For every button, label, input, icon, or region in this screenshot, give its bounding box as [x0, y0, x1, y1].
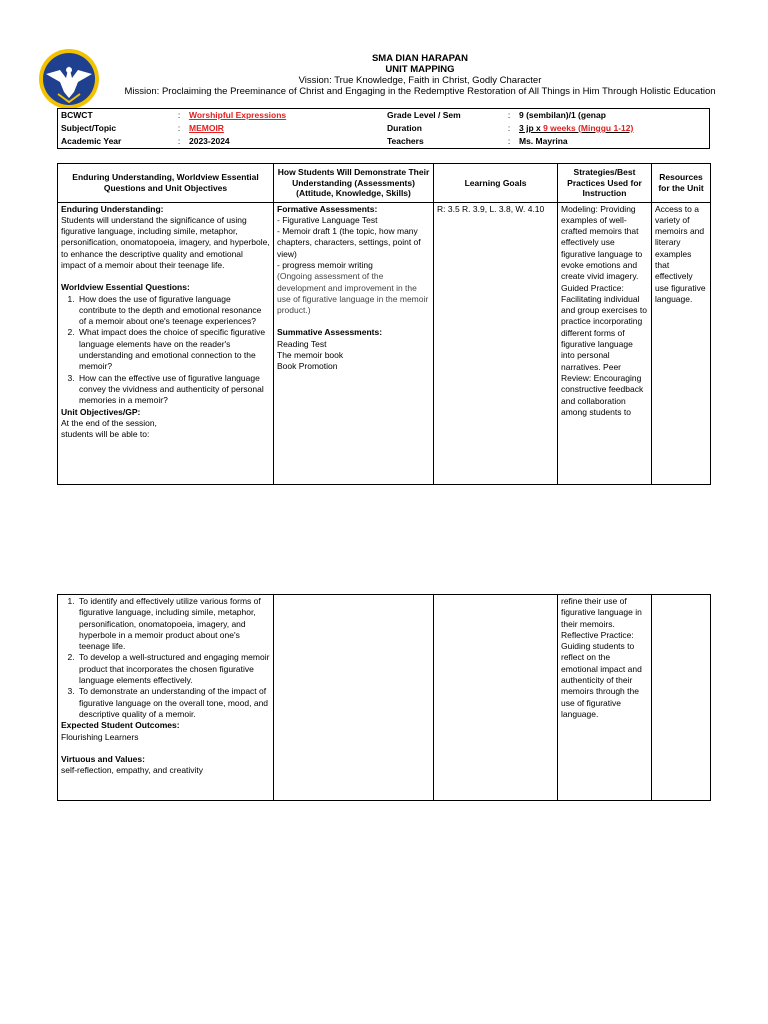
- understanding-cell: [58, 202, 274, 484]
- formative-note: (Ongoing assessment of the development and improvement in the use of figurative language in the memoir product.): [277, 271, 429, 316]
- info-row: [58, 135, 710, 149]
- eu-heading: Enduring Understanding:: [61, 203, 164, 214]
- teachers-value: Ms. Mayrina: [519, 136, 568, 146]
- unit-mapping-table-continued: [57, 594, 711, 801]
- info-row: [58, 109, 710, 123]
- grade-level-text: 9 (sembilan)/1 (genap: [519, 110, 606, 120]
- column-header: Enduring Understanding, Worldview Essential Questions and Unit Objectives: [58, 164, 274, 203]
- info-colon: :: [507, 123, 511, 133]
- eso-text: Flourishing Learners: [61, 731, 139, 742]
- summative-item: The memoir book: [277, 350, 344, 361]
- info-row: [58, 122, 710, 135]
- strategies-text: refine their use of figurative language in their memoirs. Reflective Practice: Guiding students to reflect on the emotional impact and authenticity of their memoirs through the use of figurative language.: [561, 596, 642, 719]
- learning-goals-cell: [434, 202, 558, 484]
- column-header: How Students Will Demonstrate Their Understanding (Assessments) (Attitude, Knowledge, Skills): [274, 164, 434, 203]
- question-item: 3. How can the effective use of figurative language convey the vividness and authenticity of personal memories in a memoir?: [77, 373, 270, 407]
- resources-text: Access to a variety of memoirs and literary examples that effectively use figurative language.: [655, 203, 706, 304]
- bcwct-value: Worshipful Expressions: [189, 110, 287, 120]
- vision-statement: Vission: True Knowledge, Faith in Christ, Godly Character: [298, 75, 542, 86]
- objective-list: [61, 596, 270, 720]
- info-label: Teachers: [387, 136, 424, 146]
- info-label: Academic Year: [61, 136, 122, 146]
- formative-heading: Formative Assessments:: [277, 203, 378, 214]
- summative-item: Reading Test: [277, 338, 327, 349]
- objective-item: 3. To demonstrate an understanding of the impact of figurative language on the overall tone, mood, and descriptive quality of a memoir.: [77, 686, 270, 720]
- info-label: Duration: [387, 123, 422, 133]
- info-label: Subject/Topic: [61, 123, 117, 133]
- info-colon: :: [177, 136, 181, 146]
- objectives-cell: [58, 595, 274, 801]
- learning-goals-cell-empty: [434, 595, 558, 801]
- assessments-cell: [274, 202, 434, 484]
- summative-heading: Summative Assessments:: [277, 327, 383, 338]
- academic-year-value: 2023-2024: [189, 136, 230, 146]
- content-row: [58, 202, 711, 484]
- eu-text: Students will understand the significance of using figurative language, including simile, metaphor, personification, onomatopoeia, imagery, and hyperbole, to enhance the descriptive quality and emotional impact of a memoir about their teenage life.: [61, 214, 270, 270]
- formative-item: - progress memoir writing: [277, 259, 373, 270]
- question-item: 2. What impact does the choice of specific figurative language elements have on the reader's understanding and emotional connection to the memoir?: [77, 327, 270, 372]
- mission-statement: Mission: Proclaiming the Preeminance of Christ and Engaging in the Redemptive Restoration of All Things in Him Through Holistic Education: [124, 86, 716, 97]
- duration-jp: 3 jp x: [519, 123, 544, 133]
- duration-weeks: 9 weeks (Minggu 1-12): [543, 123, 634, 133]
- header-row: [58, 164, 711, 203]
- unit-mapping-table: [57, 163, 711, 485]
- eso-heading: Expected Student Outcomes:: [61, 720, 180, 731]
- info-colon: :: [177, 110, 181, 120]
- assessments-cell-empty: [274, 595, 434, 801]
- info-colon: :: [507, 136, 511, 146]
- question-list: [61, 294, 270, 407]
- weq-heading: Worldview Essential Questions:: [61, 282, 190, 293]
- resources-cell-empty: [652, 595, 711, 801]
- info-colon: :: [177, 123, 181, 133]
- school-name: SMA DIAN HARAPAN: [371, 53, 469, 64]
- grade-level-value: [516, 109, 710, 123]
- formative-item: - Figurative Language Test: [277, 214, 378, 225]
- question-item: 1. How does the use of figurative language contribute to the depth and emotional resonance of a memoir about one's teenage experiences?: [77, 294, 270, 328]
- info-colon: :: [507, 110, 511, 120]
- column-header: Strategies/Best Practices Used for Instruction: [558, 164, 652, 203]
- strategies-cell: [558, 202, 652, 484]
- content-row: [58, 595, 711, 801]
- document-title: UNIT MAPPING: [385, 64, 455, 75]
- resources-cell: [652, 202, 711, 484]
- vv-text: self-reflection, empathy, and creativity: [61, 765, 204, 776]
- strategies-cell: [558, 595, 652, 801]
- uo-text: students will be able to:: [61, 429, 150, 440]
- column-header: Resources for the Unit: [652, 164, 711, 203]
- info-label: BCWCT: [61, 110, 93, 120]
- vv-heading: Virtuous and Values:: [61, 753, 145, 764]
- objective-item: 1. To identify and effectively utilize various forms of figurative language, including simile, metaphor, personification, onomatopoeia, imagery, and hyperbole in a memoir product about one's teenage life.: [77, 596, 270, 652]
- unit-info-table: [57, 108, 710, 149]
- uo-heading: Unit Objectives/GP:: [61, 406, 141, 417]
- formative-item: - Memoir draft 1 (the topic, how many chapters, characters, settings, point of view): [277, 226, 421, 259]
- summative-item: Book Promotion: [277, 361, 338, 372]
- objective-item: 2. To develop a well-structured and engaging memoir product that incorporates the chosen figurative language elements effectively.: [77, 652, 270, 686]
- learning-goals-text: R: 3.5 R. 3.9, L. 3.8, W. 4.10: [437, 203, 545, 214]
- info-label: Grade Level / Sem: [387, 110, 461, 120]
- strategies-text: Modeling: Providing examples of well-crafted memoirs that effectively use figurative language to evoke emotions and create vivid imagery. Guided Practice: Facilitating individual and group exercises to practice incorporating different forms of figurative language into personal narratives. Peer Review: Encouraging constructive feedback and collaboration among students to: [561, 203, 647, 417]
- subject-value: MEMOIR: [189, 123, 224, 133]
- uo-text: At the end of the session,: [61, 417, 157, 428]
- duration-value: [516, 122, 710, 135]
- column-header: Learning Goals: [434, 164, 558, 203]
